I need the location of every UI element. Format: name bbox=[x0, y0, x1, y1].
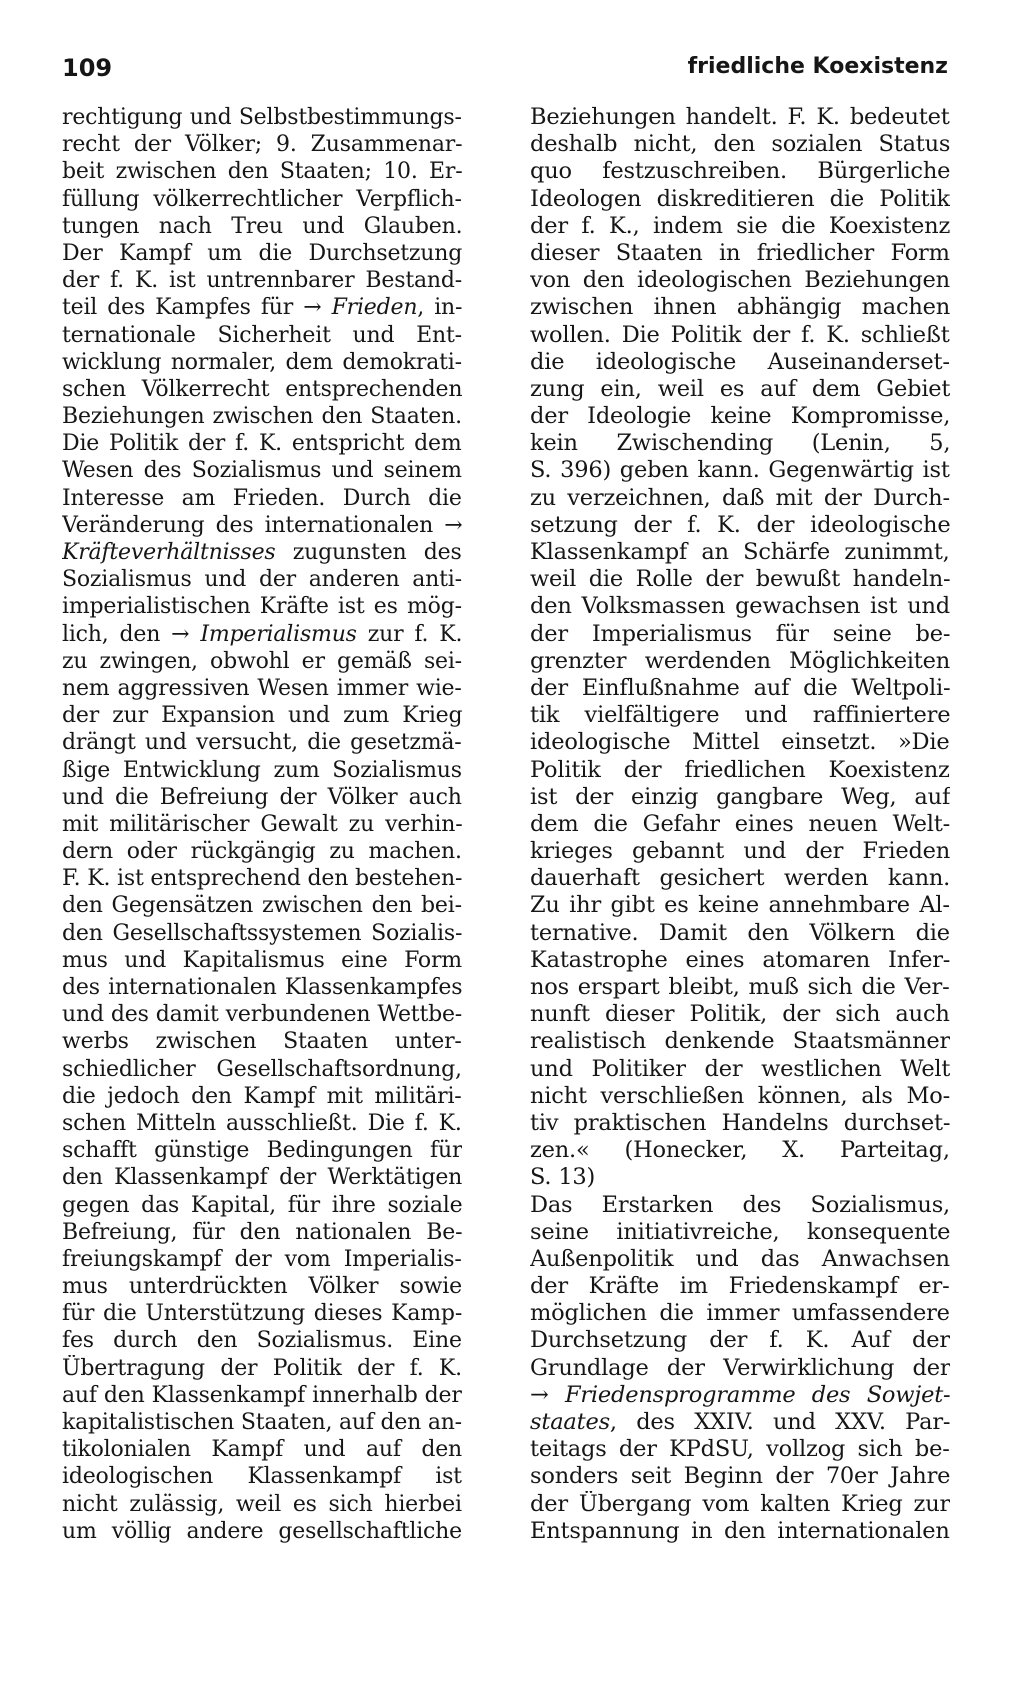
text-line: ternationale Sicherheit und Ent- bbox=[62, 322, 462, 348]
text-line: tiv praktischen Handelns durchset- bbox=[530, 1109, 950, 1136]
page-number: 109 bbox=[62, 54, 113, 82]
text-line: zu zwingen, obwohl er gemäß sei- bbox=[62, 648, 462, 674]
text-line: teil des Kampfes für → Frieden, in- bbox=[62, 295, 462, 321]
text-line: tikolonialen Kampf und auf den bbox=[62, 1437, 462, 1463]
text-line: zung ein, weil es auf dem Gebiet bbox=[530, 375, 950, 402]
text-line: die ideologische Auseinanderset- bbox=[530, 348, 950, 375]
text-line: wollen. Die Politik der f. K. schließt bbox=[530, 321, 950, 348]
text-line: grenzter werdenden Möglichkeiten bbox=[530, 647, 950, 674]
text-line: Kräfteverhältnisses zugunsten des bbox=[62, 540, 462, 565]
text-line: um völlig andere gesellschaftliche bbox=[62, 1518, 462, 1544]
text-line: schen Mitteln ausschließt. Die f. K. bbox=[62, 1110, 462, 1136]
text-line: ternative. Damit den Völkern die bbox=[530, 919, 950, 946]
text-line: recht der Völker; 9. Zusammenar- bbox=[62, 132, 462, 158]
text-line: nem aggressiven Wesen immer wie- bbox=[62, 675, 462, 701]
text-line: sonders seit Beginn der 70er Jahre bbox=[530, 1463, 950, 1490]
text-line: imperialistischen Kräfte ist es mög- bbox=[62, 594, 462, 620]
text-column-left bbox=[62, 104, 462, 1545]
text-line: Wesen des Sozialismus und seinem bbox=[62, 458, 462, 484]
text-line: der Übergang vom kalten Krieg zur bbox=[530, 1490, 950, 1517]
text-line: realistisch denkende Staatsmänner bbox=[530, 1028, 950, 1055]
text-line: der Imperialismus für seine be- bbox=[530, 620, 950, 647]
text-line: mit militärischer Gewalt zu verhin- bbox=[62, 811, 462, 837]
text-line: werbs zwischen Staaten unter- bbox=[62, 1029, 462, 1055]
text-line: den Volksmassen gewachsen ist und bbox=[530, 593, 950, 620]
text-line: lich, den → Imperialismus zur f. K. bbox=[62, 621, 462, 647]
text-line: möglichen die immer umfassendere bbox=[530, 1300, 950, 1327]
text-line: füllung völkerrechtlicher Verpflich- bbox=[62, 186, 462, 212]
text-line: dern oder rückgängig zu machen. bbox=[62, 839, 462, 865]
text-line: den Gesellschaftssystemen Sozialis- bbox=[62, 920, 462, 946]
text-line: mus und Kapitalismus eine Form bbox=[62, 947, 462, 973]
text-line: für die Unterstützung dieses Kamp- bbox=[62, 1301, 462, 1327]
text-line: ist der einzig gangbare Weg, auf bbox=[530, 783, 950, 810]
text-line: die jedoch den Kampf mit militäri- bbox=[62, 1083, 462, 1109]
text-line: schen Völkerrecht entsprechenden bbox=[62, 376, 462, 402]
text-line: Klassenkampf an Schärfe zunimmt, bbox=[530, 539, 950, 565]
text-line: staates, des XXIV. und XXV. Par- bbox=[530, 1409, 950, 1435]
text-line: Außenpolitik und das Anwachsen bbox=[530, 1245, 950, 1272]
text-line: und die Befreiung der Völker auch bbox=[62, 784, 462, 810]
text-line: dem die Gefahr eines neuen Welt- bbox=[530, 810, 950, 837]
text-line: von den ideologischen Beziehungen bbox=[530, 267, 950, 294]
text-line: der Einflußnahme auf die Weltpoli- bbox=[530, 674, 950, 701]
text-line: wicklung normaler, dem demokrati- bbox=[62, 349, 462, 375]
text-line: Sozialismus und der anderen anti- bbox=[62, 567, 462, 593]
text-line: Beziehungen handelt. F. K. bedeutet bbox=[530, 104, 950, 130]
text-line: deshalb nicht, den sozialen Status bbox=[530, 131, 950, 158]
text-line: drängt und versucht, die gesetzmä- bbox=[62, 730, 462, 756]
text-line: der f. K. ist untrennbarer Bestand- bbox=[62, 268, 462, 294]
text-line: den Klassenkampf der Werktätigen bbox=[62, 1165, 462, 1191]
text-line: fes durch den Sozialismus. Eine bbox=[62, 1328, 462, 1354]
text-line: Das Erstarken des Sozialismus, bbox=[530, 1191, 950, 1218]
text-line: teitags der KPdSU, vollzog sich be- bbox=[530, 1436, 950, 1463]
text-line: Entspannung in den internationalen bbox=[530, 1517, 950, 1544]
text-line: → Friedensprogramme des Sowjet- bbox=[530, 1381, 950, 1408]
text-line: F. K. ist entsprechend den bestehen- bbox=[62, 866, 462, 892]
text-line: der Kräfte im Friedenskampf er- bbox=[530, 1273, 950, 1300]
text-column-right bbox=[530, 104, 950, 1545]
text-line: krieges gebannt und der Frieden bbox=[530, 838, 950, 865]
text-line: Politik der friedlichen Koexistenz bbox=[530, 756, 950, 783]
text-line: und Politiker der westlichen Welt bbox=[530, 1055, 950, 1082]
running-head: friedliche Koexistenz bbox=[687, 54, 948, 79]
text-line: Die Politik der f. K. entspricht dem bbox=[62, 431, 462, 457]
text-line: S. 396) geben kann. Gegenwärtig ist bbox=[530, 457, 950, 484]
text-line: ßige Entwicklung zum Sozialismus bbox=[62, 757, 462, 783]
text-line: rechtigung und Selbstbestimmungs- bbox=[62, 105, 462, 130]
text-line: schafft günstige Bedingungen für bbox=[62, 1138, 462, 1164]
text-line: Durchsetzung der f. K. Auf der bbox=[530, 1327, 950, 1354]
text-line: Zu ihr gibt es keine annehmbare Al- bbox=[530, 892, 950, 919]
text-line: Befreiung, für den nationalen Be- bbox=[62, 1219, 462, 1245]
text-line: dauerhaft gesichert werden kann. bbox=[530, 865, 950, 892]
text-line: schiedlicher Gesellschaftsordnung, bbox=[62, 1056, 462, 1082]
text-line: und des damit verbundenen Wettbe- bbox=[62, 1002, 462, 1028]
text-line: S. 13) bbox=[530, 1164, 596, 1191]
text-line: auf den Klassenkampf innerhalb der bbox=[62, 1382, 462, 1408]
text-line: Der Kampf um die Durchsetzung bbox=[62, 240, 462, 266]
text-line: Katastrophe eines atomaren Infer- bbox=[530, 946, 950, 973]
text-line: nos erspart bleibt, muß sich die Ver- bbox=[530, 974, 950, 1000]
text-line: ideologische Mittel einsetzt. »Die bbox=[530, 729, 950, 756]
text-line: des internationalen Klassenkampfes bbox=[62, 975, 462, 1000]
text-line: tik vielfältigere und raffiniertere bbox=[530, 702, 950, 729]
text-line: Ideologen diskreditieren die Politik bbox=[530, 185, 950, 212]
text-line: tungen nach Treu und Glauben. bbox=[62, 213, 462, 239]
text-line: weil die Rolle der bewußt handeln- bbox=[530, 566, 950, 593]
text-line: Veränderung des internationalen → bbox=[62, 512, 462, 538]
text-line: Beziehungen zwischen den Staaten. bbox=[62, 404, 462, 430]
text-line: Grundlage der Verwirklichung der bbox=[530, 1354, 950, 1381]
text-line: ideologischen Klassenkampf ist bbox=[62, 1464, 462, 1490]
text-line: der f. K., indem sie die Koexistenz bbox=[530, 212, 950, 239]
text-line: Interesse am Frieden. Durch die bbox=[62, 485, 462, 511]
text-line: zen.« (Honecker, X. Parteitag, bbox=[530, 1137, 950, 1164]
text-line: der Ideologie keine Kompromisse, bbox=[530, 403, 950, 430]
text-line: nicht zulässig, weil es sich hierbei bbox=[62, 1491, 462, 1517]
text-line: nunft dieser Politik, der sich auch bbox=[530, 1001, 950, 1028]
text-line: freiungskampf der vom Imperialis- bbox=[62, 1246, 462, 1272]
text-line: kapitalistischen Staaten, auf den an- bbox=[62, 1410, 462, 1435]
text-line: kein Zwischending (Lenin, 5, bbox=[530, 430, 950, 457]
text-line: beit zwischen den Staaten; 10. Er- bbox=[62, 159, 462, 185]
text-line: setzung der f. K. der ideologische bbox=[530, 511, 950, 538]
text-line: mus unterdrückten Völker sowie bbox=[62, 1274, 462, 1300]
text-line: gegen das Kapital, für ihre soziale bbox=[62, 1192, 462, 1218]
text-line: seine initiativreiche, konsequente bbox=[530, 1218, 950, 1245]
text-line: quo festzuschreiben. Bürgerliche bbox=[530, 158, 950, 185]
text-line: den Gegensätzen zwischen den bei- bbox=[62, 893, 462, 919]
text-line: der zur Expansion und zum Krieg bbox=[62, 703, 462, 729]
text-line: zu verzeichnen, daß mit der Durch- bbox=[530, 484, 950, 511]
text-line: dieser Staaten in friedlicher Form bbox=[530, 239, 950, 266]
text-line: zwischen ihnen abhängig machen bbox=[530, 294, 950, 321]
text-line: nicht verschließen können, als Mo- bbox=[530, 1082, 950, 1109]
text-line: Übertragung der Politik der f. K. bbox=[62, 1355, 462, 1381]
